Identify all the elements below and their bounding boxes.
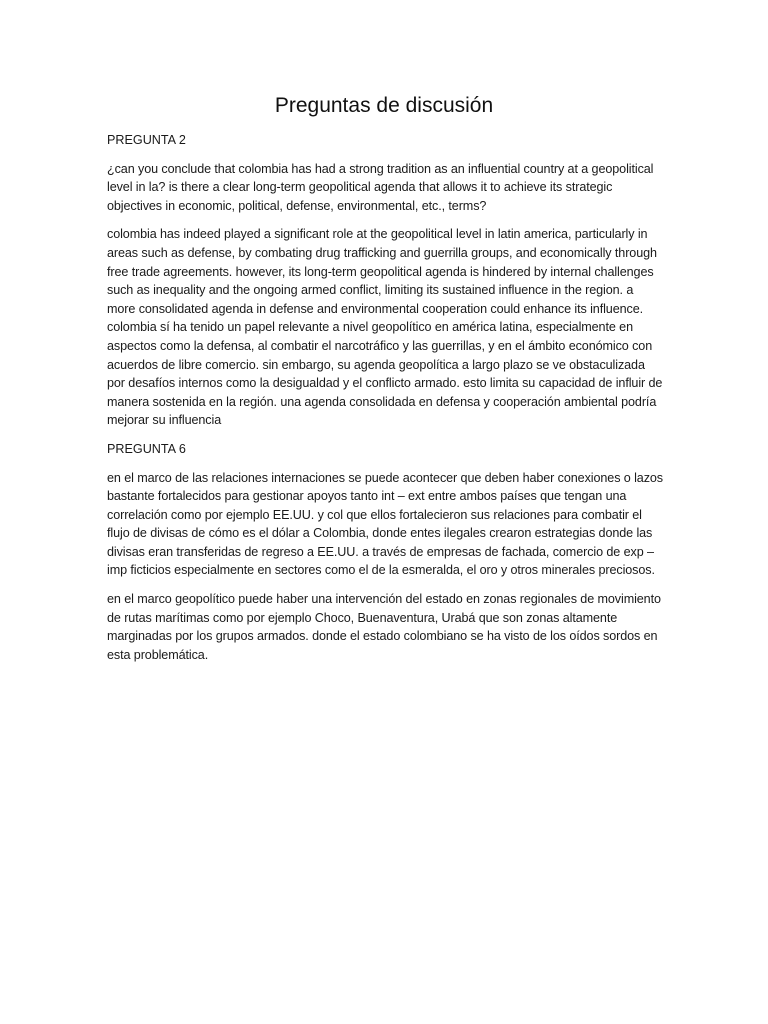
- section-heading-pregunta-2: PREGUNTA 2: [107, 133, 186, 147]
- answer-paragraph-2: en el marco geopolítico puede haber una intervención del estado en zonas regionales de movimiento de rutas marítimas como por ejemplo Choco, Buenaventura, Urabá que son zonas altamente marginadas por los grupos armados. donde el estado colombiano se ha visto de los oídos sordos en esta problemática.: [107, 592, 661, 662]
- section-heading-pregunta-6: PREGUNTA 6: [107, 441, 186, 456]
- answer-paragraph-1: en el marco de las relaciones internaciones se puede acontecer que deben haber conexiones o lazos bastante fortalecidos para gestionar apoyos tanto int – ext entre ambos países que tengan una correlación como por ejemplo EE.UU. y col que ellos fortalecieron sus relaciones para combatir el flujo de divisas de cómo es el dólar a Colombia, donde entes ilegales crearon estrategias donde las divisas eran transferidas de regreso a EE.UU. a través de empresas de fachada, comercio de exp – imp ficticios especialmente en sectores como el de la esmeralda, el oro y otros minerales preciosos.: [107, 470, 663, 578]
- document-body: [107, 131, 663, 674]
- page-title: Preguntas de discusión: [274, 94, 494, 117]
- question-paragraph: ¿can you conclude that colombia has had a strong tradition as an influential country at a geopolitical level in la? is there a clear long-term geopolitical agenda that allows it to achieve its strategic objectives in economic, political, defense, environmental, etc., terms?: [107, 161, 654, 213]
- answer-paragraph: colombia has indeed played a significant role at the geopolitical level in latin america, particularly in areas such as defense, by combating drug trafficking and guerrilla groups, and economically through free trade agreements. however, its long-term geopolitical agenda is hindered by internal challenges such as inequality and the ongoing armed conflict, limiting its sustained influence in the region. a more consolidated agenda in defense and environmental cooperation could enhance its influence. colombia sí ha tenido un papel relevante a nivel geopolítico en américa latina, especialmente en aspectos como la defensa, al combatir el narcotráfico y las guerrillas, y en el ámbito económico con acuerdos de libre comercio. sin embargo, su agenda geopolítica a largo plazo se ve obstaculizada por desafíos internos como la desigualdad y el conflicto armado. esto limita su capacidad de influir de manera sostenida en la región. una agenda consolidada en defensa y cooperación ambiental podría mejorar su influencia: [107, 227, 663, 428]
